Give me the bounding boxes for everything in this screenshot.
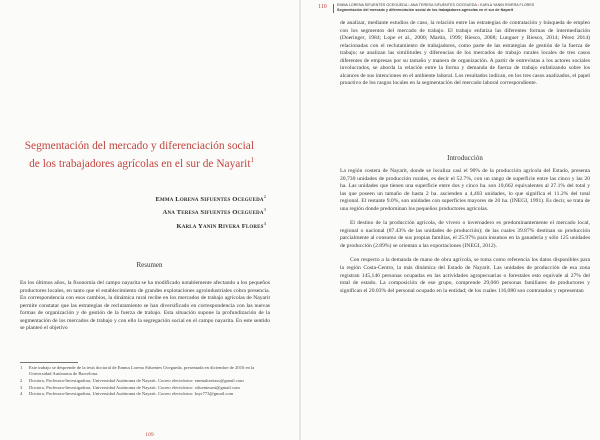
- resumen-continuation: [340, 20, 590, 88]
- author-3-name: Karla Yanin Rivera Flores: [176, 222, 264, 230]
- author-1-name: Emma Lorena Sifuentes Ocegueda: [155, 196, 264, 204]
- introduccion-heading: Introducción: [447, 154, 483, 162]
- intro-paragraph-2: El destino de la producción agrícola, de vivero o invernadero es predominantemente el mercado local, regional o nacional (87.43% de las unidades de producción); de las cuales 39.87% destinan su producción parcialmente al consumo de sus propias familias, el 25.97% para insumos en la ganadería y sólo 125 unidades de producción (2.89%) se orientan a las exportaciones (INEGI, 2012).: [340, 220, 590, 249]
- introduccion-body: [340, 168, 590, 295]
- running-head-author-2: ANA TERESA SIFUENTES OCEGUEDA: [410, 3, 477, 7]
- author-1-mark: 2: [263, 194, 266, 199]
- running-head-author-1: EMMA LORENA SIFUENTES OCEGUEDA: [337, 3, 408, 7]
- author-list: [60, 192, 266, 232]
- footnote-1-text: Este trabajo se desprende de la tesis doctoral de Emma Lorena Sifuentes Ocegueda, presentada en diciembre de 2016 en la Universidad Autónoma de Barcelona.: [29, 365, 255, 376]
- footnote-3: [20, 385, 270, 391]
- footnote-4-num: 4: [20, 391, 23, 397]
- page-number-left: 109: [145, 432, 154, 438]
- resumen-continuation-text: de analizar, mediante estudios de caso, la relación entre las estrategias de contratación y búsqueda de empleo con los segmentos del mercado de trabajo. El trabajo enfatiza las diferentes formas de intermediación (Doeringer, 1984; Lope et al., 2000; Martín, 1999; Riesco, 2008; Lunguer y Riesco, 2014; Pérez 2014) relacionadas con el reclutamiento de trabajadores, como parte de las estrategias de gestión de la fuerza de trabajo; se analizan las similitudes y diferencias de los mercados de trabajo rurales locales de tres casos diferentes de empresas por su tamaño y manera de organización. A partir de entrevistas a los actores sociales involucrados, se aborda la relación entre la forma y demanda de fuerza de trabajo enfatizando sobre los alcances de sus intenciones en el ambiente laboral. Los resultados indican, en los tres casos analizados, el papel proactivo de los rasgos locales en la segmentación del mercado laboral correspondiente.: [340, 20, 590, 87]
- running-head-separator-2: •: [477, 3, 480, 7]
- page-number-right: 110: [318, 4, 327, 10]
- resumen-paragraph: En los últimos años, la fisonomía del campo nayarita se ha modificado notablemente afectando a los pequeños productores locales, en tanto que el establecimiento de grandes explotaciones agroindustriales cobra presencia. En correspondencia con esos cambios, la dinámica rural recibe en los mercados de trabajo agrícolas de Nayarit permite constatar que las estrategias de reclutamiento se han diversificado en correspondencia con las nuevas formas de organización y de gestión de la fuerza de trabajo. Esta situación supone la profundización de la segmentación de los mercados de trabajo y con ello la segregación social en el campo nayarita. En este sentido se planteó el objetivo: [20, 280, 270, 332]
- author-1: [60, 192, 266, 205]
- author-2-mark: 3: [263, 207, 266, 213]
- author-3: [60, 219, 266, 232]
- footnote-3-text: Doctora, Profesora-Investigadora, Universidad Autónoma de Nayarit. Correo electrónico: sifuentesast@gmail.com: [29, 384, 240, 390]
- title-footnote-mark: 1: [250, 155, 254, 164]
- right-page: [301, 0, 600, 440]
- author-2: [60, 205, 266, 218]
- resumen-body: [20, 280, 270, 333]
- article-title-text: Segmentación del mercado y diferenciación social de los trabajadores agrícolas en el sur de Nayarit: [24, 140, 254, 170]
- intro-paragraph-1: La región costera de Nayarit, donde se localiza casi el 90% de la producción agrícola del Estado, presenta 20,730 unidades de producción rurales, es decir el 52.7%, con un rango de superficie entre las cinco y las 20 ha. Las unidades que tienen una superficie entre dos y cinco ha. son 10,662 equivalentes al 27.1% del total y las que poseen un tamaño de hasta 2 ha. ascienden a 4,403 unidades, lo que significa el 11.2% del total regional. El restante 9.0%, son unidades con superficies mayores de 20 ha. (INEGI, 1991). Es decir, se trata de una región donde predominan los pequeños productores agrícolas.: [340, 168, 590, 212]
- article-title: [18, 140, 254, 171]
- running-head-divider: [333, 4, 334, 13]
- running-head: [337, 3, 595, 12]
- intro-paragraph-3: Con respecto a la demanda de mano de obra agrícola, se toma como referencia los datos disponibles para la región Costa-Centro, la más dinámica del Estado de Nayarit. Las unidades de producción de esa zona registran 145,146 personas ocupadas en las actividades agropecuarias o forestales esto equivale al 27% del total de estado. La composición de ese grupo, comprende 29,066 personas familiares de productores y significan el 20.03% del personal ocupado en la entidad; de los cuales 116,080 son contratados y representan: [340, 257, 590, 294]
- footnote-2-num: 2: [20, 377, 23, 383]
- footnote-rule: [20, 362, 78, 363]
- running-head-title: Segmentación del mercado y diferenciación social de los trabajadores agrícolas en el sur de Nayarit: [337, 7, 514, 12]
- author-2-name: Ana Teresa Sifuentes Ocegueda: [162, 209, 264, 217]
- footnote-4: [20, 391, 270, 397]
- footnotes: [20, 365, 270, 398]
- resumen-heading: Resumen: [136, 261, 163, 269]
- left-page: [0, 0, 299, 440]
- author-3-mark: 4: [263, 220, 266, 226]
- footnote-4-text: Doctora, Profesora-Investigadora, Universidad Autónoma de Nayarit. Correo electrónico: ksyr773@gmail.com: [29, 391, 234, 397]
- footnote-2-text: Doctora, Profesora-Investigadora, Universidad Autónoma de Nayarit. Correo electrónico: emmaloreiass@gmail.com: [29, 377, 244, 383]
- running-head-author-3: KARLA YANIN RIVERA FLORES: [480, 3, 535, 7]
- footnote-1: [20, 365, 270, 377]
- footnote-3-num: 3: [20, 384, 23, 390]
- footnote-1-num: 1: [20, 365, 23, 370]
- running-head-separator-1: •: [408, 3, 410, 7]
- footnote-2: [20, 378, 270, 384]
